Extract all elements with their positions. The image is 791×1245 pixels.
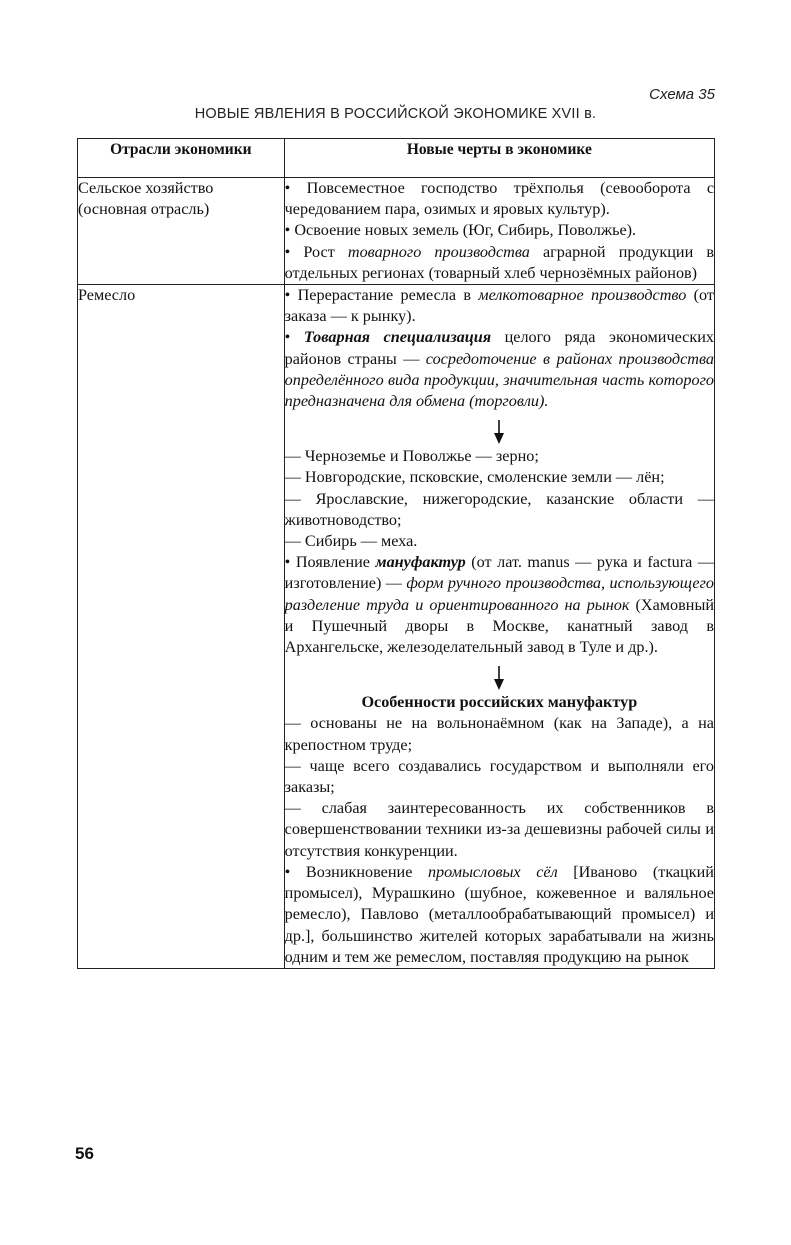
bullet-commodity-production [285,242,714,284]
features-agriculture [284,178,714,285]
economy-table [77,138,715,969]
text-segment-italic: сосредоточение в районах производства определённого вида продукции, значительная часть которого предназначена для обмена (торговли). [284,349,714,411]
text-segment: целого ряда экономических районов страны — [284,328,714,368]
term-commodity-production: товарного производства [347,242,530,261]
feature-state-orders: — чаще всего создавались государством и выполняли его заказы; [284,756,714,797]
column-header-features: Новые черты в экономике [284,139,714,178]
branch-craft: Ремесло [78,285,285,969]
term-small-commodity: мелкотоварное производство [478,286,687,305]
text-segment-italic: форм ручного производства, использующего разделение труда и ориентированного на рынок [284,574,714,614]
region-furs: — Сибирь — меха. [284,532,418,551]
term-craft-villages: промысловых сёл [427,862,558,881]
term-specialization: Товарная специализация [303,328,492,347]
text-segment: [Иваново (ткацкий промысел), Мурашкино (шубное, кожевенное и валяльное ремесло), Павлово (металлообрабатывающий промысел) и др.], большинство жителей которых зарабатывали на жизнь одним и тем же ремеслом, поставляя продукцию на рынок [284,862,714,966]
bullet-craft-villages [285,862,714,968]
bullet-manufactures [285,552,714,658]
text-segment: (Хамовный и Пушечный дворы в Москве, канатный завод в Архангельске, железоделательный завод в Туле и др.). [284,595,714,657]
table-header-row [78,139,715,178]
text-segment: • Перерастание ремесла в [284,286,479,305]
scheme-label: Схема 35 [649,86,715,103]
term-manufactures: мануфактур [375,553,466,572]
text-segment: аграрной продукции в отдельных регионах (товарный хлеб чернозёмных районов) [284,242,714,282]
feature-weak-interest: — слабая заинтересованность их собственников в совершенствовании техники из-за дешевизны рабочей силы и отсутствия конкуренции. [284,799,714,860]
page-title: НОВЫЕ ЯВЛЕНИЯ В РОССИЙСКОЙ ЭКОНОМИКЕ XVII в. [194,106,597,122]
bullet-new-lands: • Освоение новых земель (Юг, Сибирь, Поволжье). [284,221,637,240]
table-row-agriculture [78,178,715,285]
text-segment: • [284,328,304,347]
bullet-specialization [285,327,714,412]
features-craft [284,285,714,969]
page-number: 56 [75,1144,94,1163]
table-row-craft [78,285,715,969]
text-segment: (от лат. manus — рука и factura — изготовление) — [284,553,714,593]
subheading-manufacture-features: Особенности российских мануфактур [361,693,638,712]
arrow-down-icon [285,666,714,690]
bullet-small-commodity [285,285,714,327]
column-header-branches: Отрасли экономики [78,139,285,178]
text-segment: • Появление [284,553,376,572]
text-segment: (от заказа — к рынку). [284,286,714,326]
arrow-down-icon [285,420,714,444]
feature-serf-labor: — основаны не на вольнонаёмном (как на Западе), а на крепостном труде; [284,714,714,754]
bullet-three-field: • Повсеместное господство трёхполья (севооборота с чередованием пара, озимых и яровых культур). [284,179,714,219]
branch-agriculture: Сельское хозяйство (основная отрасль) [78,178,285,285]
text-segment: • Возникновение [284,862,428,881]
region-livestock: — Ярославские, нижегородские, казанские области — животноводство; [284,489,714,529]
region-grain: — Черноземье и Поволжье — зерно; [284,447,539,466]
text-segment: • Рост [284,242,348,261]
region-flax: — Новгородские, псковские, смоленские земли — лён; [284,468,665,487]
